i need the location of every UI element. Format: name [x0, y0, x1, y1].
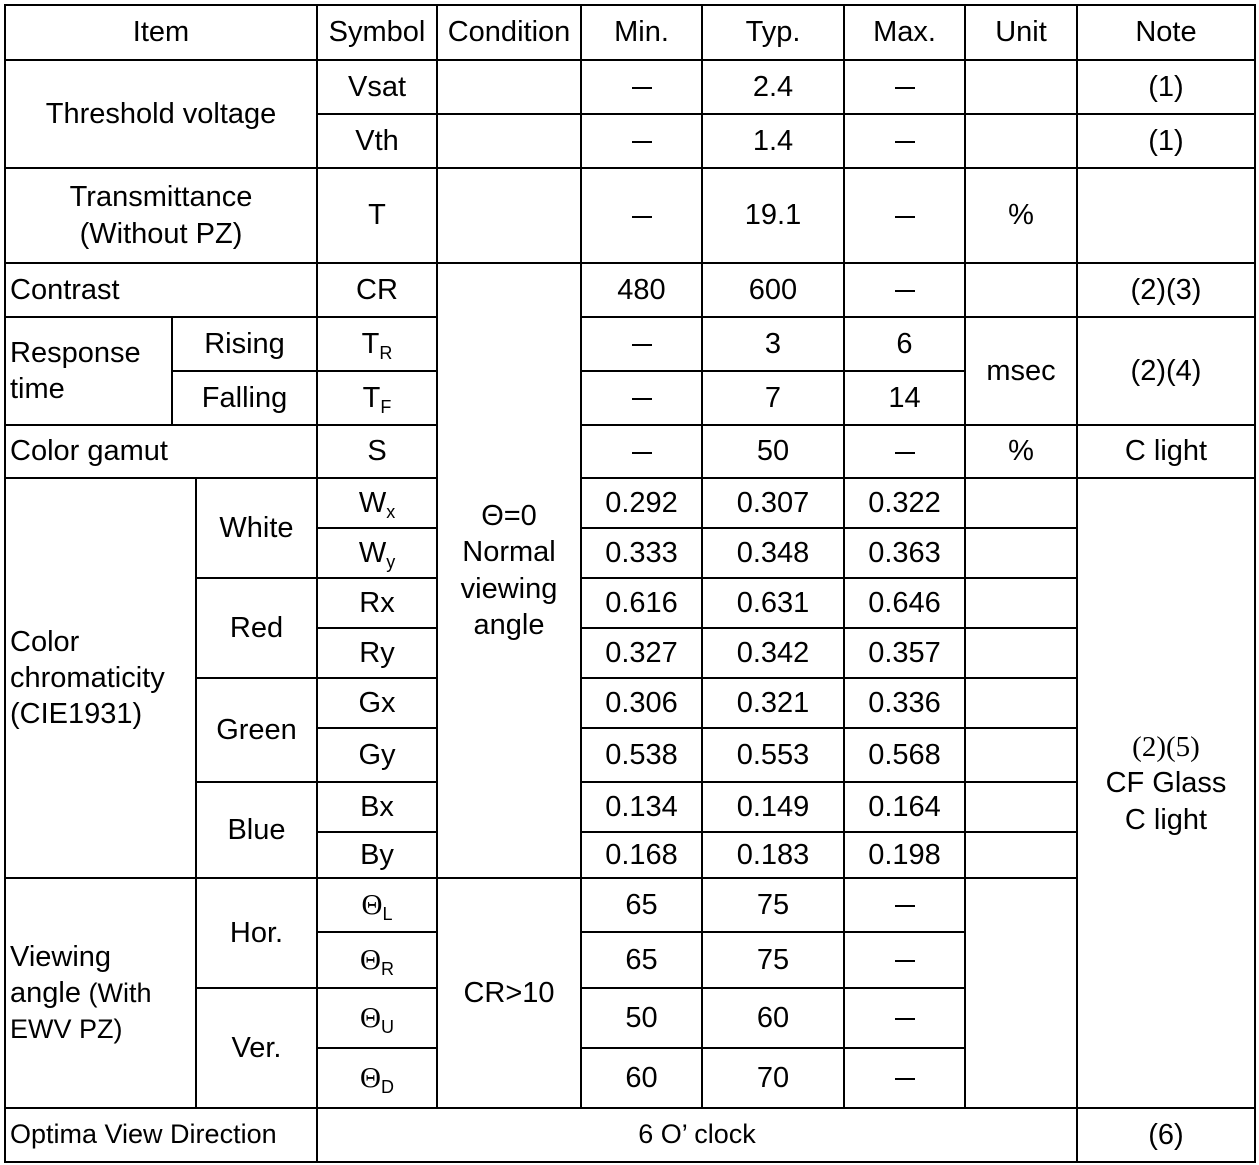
contrast-label: Contrast: [5, 263, 317, 317]
label-line: (CIE1931): [10, 698, 143, 731]
label-line: EWV PZ): [10, 1014, 123, 1045]
condition-line: viewing: [460, 572, 558, 605]
min-cell: [581, 114, 702, 168]
optima-label: Optima View Direction: [5, 1108, 317, 1162]
header-condition: Condition: [437, 5, 581, 60]
max-cell: 0.568: [844, 728, 965, 782]
falling-label: Falling: [172, 371, 317, 425]
unit-cell: [965, 478, 1077, 528]
condition-cell: [437, 168, 581, 263]
max-cell: [844, 988, 965, 1048]
min-cell: [581, 425, 702, 478]
header-typ: Typ.: [702, 5, 844, 60]
response-label: [5, 317, 172, 425]
theta-symbol: Θ: [361, 888, 383, 921]
label-line: (Without PZ): [79, 217, 243, 250]
header-min: Min.: [581, 5, 702, 60]
condition-line: Θ=0: [481, 500, 537, 532]
header-unit: Unit: [965, 5, 1077, 60]
typ-cell: 7: [702, 371, 844, 425]
label-line: Transmittance: [69, 181, 253, 214]
min-cell: 65: [581, 932, 702, 988]
chroma-label: [5, 478, 196, 878]
transmittance-label: [5, 168, 317, 263]
table-row: [5, 263, 1255, 317]
max-cell: 6: [844, 317, 965, 371]
symbol-cell: [317, 317, 437, 371]
symbol-cell: [317, 478, 437, 528]
note-line: (2)(5): [1132, 731, 1200, 763]
symbol-sub: U: [380, 1016, 394, 1037]
header-note: Note: [1077, 5, 1255, 60]
unit-cell: [965, 832, 1077, 878]
unit-cell: [965, 728, 1077, 782]
table-row: [5, 1108, 1255, 1162]
symbol-main: T: [362, 381, 381, 414]
label-line: time: [10, 373, 65, 405]
min-cell: 0.168: [581, 832, 702, 878]
theta-symbol: Θ: [360, 943, 381, 976]
symbol-cell: [317, 1048, 437, 1108]
max-cell: 0.646: [844, 578, 965, 628]
note-cell: (2)(4): [1077, 317, 1255, 425]
max-cell: 0.164: [844, 782, 965, 832]
unit-cell: [965, 60, 1077, 114]
symbol-cell: Bx: [317, 782, 437, 832]
symbol-cell: T: [317, 168, 437, 263]
dash-mark: [895, 141, 915, 143]
min-cell: 50: [581, 988, 702, 1048]
min-cell: 65: [581, 878, 702, 932]
note-line: C light: [1124, 803, 1208, 836]
max-cell: 0.363: [844, 528, 965, 578]
min-cell: 0.306: [581, 678, 702, 728]
symbol-cell: Gx: [317, 678, 437, 728]
min-cell: 60: [581, 1048, 702, 1108]
unit-cell: [965, 782, 1077, 832]
symbol-main: T: [361, 327, 380, 360]
unit-cell: [965, 114, 1077, 168]
condition-cell: [437, 60, 581, 114]
label-line: (With: [80, 977, 152, 1008]
note-cell: (1): [1077, 60, 1255, 114]
spec-table-wrapper: [4, 4, 1256, 1163]
note-cell: [1077, 168, 1255, 263]
dash-mark: [895, 905, 915, 907]
red-label: Red: [196, 578, 317, 678]
symbol-cell: [317, 878, 437, 932]
label-line: Color: [10, 625, 80, 658]
note-cell: (6): [1077, 1108, 1255, 1162]
label-line: Viewing: [10, 940, 112, 973]
viewing-label: [5, 878, 196, 1108]
typ-cell: 75: [702, 878, 844, 932]
theta-symbol: Θ: [360, 1061, 381, 1094]
label-line: chromaticity: [10, 661, 165, 694]
symbol-main: W: [358, 536, 387, 569]
dash-mark: [632, 344, 652, 346]
typ-cell: 0.553: [702, 728, 844, 782]
max-cell: [844, 878, 965, 932]
typ-cell: 70: [702, 1048, 844, 1108]
dash-mark: [895, 960, 915, 962]
header-item: Item: [5, 5, 317, 60]
table-row: [5, 317, 1255, 371]
header-row: [5, 5, 1255, 60]
min-cell: 0.327: [581, 628, 702, 678]
gamut-label: Color gamut: [5, 425, 317, 478]
symbol-cell: [317, 528, 437, 578]
symbol-cell: Vsat: [317, 60, 437, 114]
symbol-sub: R: [380, 958, 394, 979]
table-row: [5, 878, 1255, 932]
ver-label: Ver.: [196, 988, 317, 1108]
typ-cell: 3: [702, 317, 844, 371]
min-cell: [581, 168, 702, 263]
symbol-cell: Ry: [317, 628, 437, 678]
min-cell: 0.333: [581, 528, 702, 578]
typ-cell: 0.631: [702, 578, 844, 628]
min-cell: [581, 371, 702, 425]
dash-mark: [632, 87, 652, 89]
min-cell: 0.134: [581, 782, 702, 832]
symbol-cell: Vth: [317, 114, 437, 168]
typ-cell: 0.307: [702, 478, 844, 528]
symbol-cell: Gy: [317, 728, 437, 782]
symbol-sub: x: [386, 501, 396, 522]
condition-normal-viewing: [437, 263, 581, 878]
max-cell: 0.198: [844, 832, 965, 878]
note-cell: (1): [1077, 114, 1255, 168]
typ-cell: 19.1: [702, 168, 844, 263]
note-line: CF Glass: [1105, 767, 1227, 800]
typ-cell: 0.342: [702, 628, 844, 678]
min-cell: 0.292: [581, 478, 702, 528]
typ-cell: 2.4: [702, 60, 844, 114]
optima-value: 6 O’ clock: [317, 1108, 1077, 1162]
unit-cell: msec: [965, 317, 1077, 425]
dash-mark: [632, 216, 652, 218]
symbol-sub: F: [380, 396, 392, 417]
typ-cell: 1.4: [702, 114, 844, 168]
table-row: [5, 60, 1255, 114]
max-cell: 0.322: [844, 478, 965, 528]
typ-cell: 0.183: [702, 832, 844, 878]
condition-cell: [437, 114, 581, 168]
optical-spec-table: [4, 4, 1256, 1163]
symbol-cell: S: [317, 425, 437, 478]
symbol-cell: [317, 371, 437, 425]
dash-mark: [895, 87, 915, 89]
dash-mark: [895, 452, 915, 454]
unit-cell: [965, 263, 1077, 317]
note-cell: C light: [1077, 425, 1255, 478]
max-cell: 14: [844, 371, 965, 425]
min-cell: 480: [581, 263, 702, 317]
max-cell: 0.336: [844, 678, 965, 728]
note-cell: (2)(3): [1077, 263, 1255, 317]
label-line: Response: [10, 336, 141, 369]
theta-symbol: Θ: [360, 1001, 381, 1034]
chroma-note: [1077, 478, 1255, 1108]
header-symbol: Symbol: [317, 5, 437, 60]
typ-cell: 0.348: [702, 528, 844, 578]
min-cell: [581, 60, 702, 114]
rising-label: Rising: [172, 317, 317, 371]
blue-label: Blue: [196, 782, 317, 878]
unit-cell: %: [965, 425, 1077, 478]
symbol-cell: CR: [317, 263, 437, 317]
unit-cell: [965, 678, 1077, 728]
max-cell: [844, 932, 965, 988]
symbol-cell: Rx: [317, 578, 437, 628]
typ-cell: 60: [702, 988, 844, 1048]
max-cell: [844, 263, 965, 317]
max-cell: [844, 425, 965, 478]
max-cell: [844, 60, 965, 114]
min-cell: [581, 317, 702, 371]
condition-line: Normal: [462, 536, 556, 569]
dash-mark: [895, 1018, 915, 1020]
typ-cell: 50: [702, 425, 844, 478]
dash-mark: [895, 1078, 915, 1080]
dash-mark: [895, 216, 915, 218]
dash-mark: [895, 290, 915, 292]
unit-cell: %: [965, 168, 1077, 263]
condition-cr: CR>10: [437, 878, 581, 1108]
symbol-main: W: [358, 486, 387, 519]
header-max: Max.: [844, 5, 965, 60]
symbol-sub: L: [382, 903, 393, 924]
typ-cell: 0.149: [702, 782, 844, 832]
threshold-label: Threshold voltage: [5, 60, 317, 168]
unit-cell: [965, 628, 1077, 678]
max-cell: 0.357: [844, 628, 965, 678]
unit-cell: [965, 578, 1077, 628]
typ-cell: 0.321: [702, 678, 844, 728]
symbol-cell: By: [317, 832, 437, 878]
condition-line: angle: [473, 608, 545, 641]
symbol-sub: y: [386, 551, 396, 572]
max-cell: [844, 1048, 965, 1108]
typ-cell: 600: [702, 263, 844, 317]
table-row: [5, 425, 1255, 478]
dash-mark: [632, 141, 652, 143]
min-cell: 0.538: [581, 728, 702, 782]
hor-label: Hor.: [196, 878, 317, 988]
max-cell: [844, 114, 965, 168]
unit-cell: [965, 528, 1077, 578]
typ-cell: 75: [702, 932, 844, 988]
unit-cell: [965, 878, 1077, 1108]
dash-mark: [632, 398, 652, 400]
symbol-cell: [317, 988, 437, 1048]
green-label: Green: [196, 678, 317, 782]
min-cell: 0.616: [581, 578, 702, 628]
dash-mark: [632, 452, 652, 454]
table-row: [5, 478, 1255, 528]
max-cell: [844, 168, 965, 263]
table-row: [5, 168, 1255, 263]
white-label: White: [196, 478, 317, 578]
symbol-sub: R: [379, 342, 393, 363]
label-line: angle: [10, 976, 81, 1009]
symbol-cell: [317, 932, 437, 988]
symbol-sub: D: [380, 1076, 394, 1097]
